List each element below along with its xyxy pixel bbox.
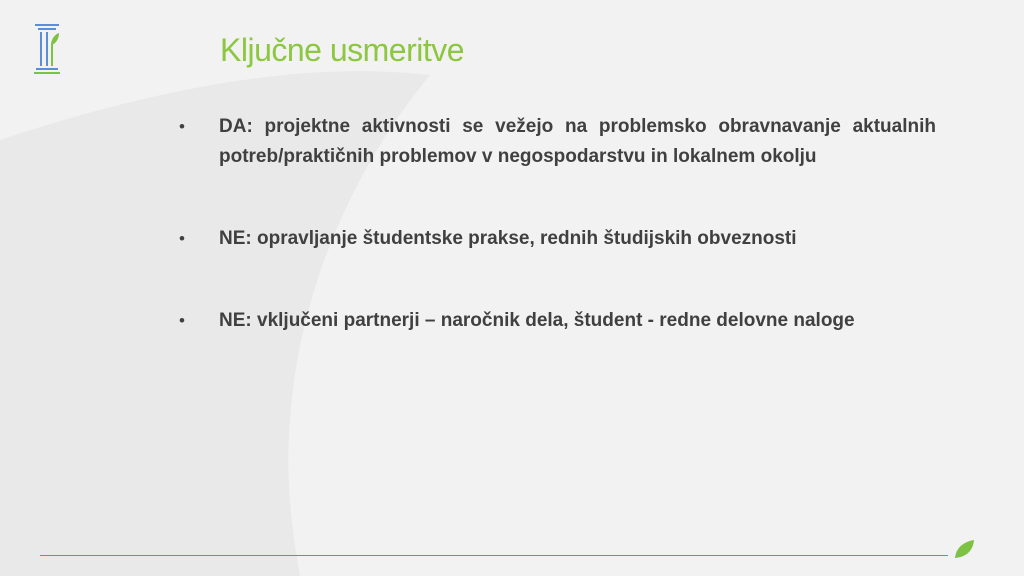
bullet-text: NE: vključeni partnerji – naročnik dela, študent - redne delovne naloge — [219, 310, 855, 331]
bullet-marker: • — [179, 311, 185, 330]
bullet-marker: • — [179, 117, 185, 136]
bullet-item — [176, 224, 936, 254]
bullet-text: NE: opravljanje študentske prakse, rednih študijskih obveznosti — [219, 228, 797, 249]
column-logo-icon — [32, 24, 62, 74]
bullet-list — [176, 112, 936, 336]
bullet-item — [176, 112, 936, 172]
footer-divider — [40, 555, 948, 556]
leaf-icon — [954, 540, 974, 558]
bullet-text: DA: projektne aktivnosti se vežejo na problemsko obravnavanje aktualnih potreb/praktičnih problemov v negospodarstvu in lokalnem okolju — [219, 116, 936, 167]
bullet-item — [176, 306, 936, 336]
bullet-marker: • — [179, 229, 185, 248]
slide-title: Ključne usmeritve — [220, 32, 465, 68]
